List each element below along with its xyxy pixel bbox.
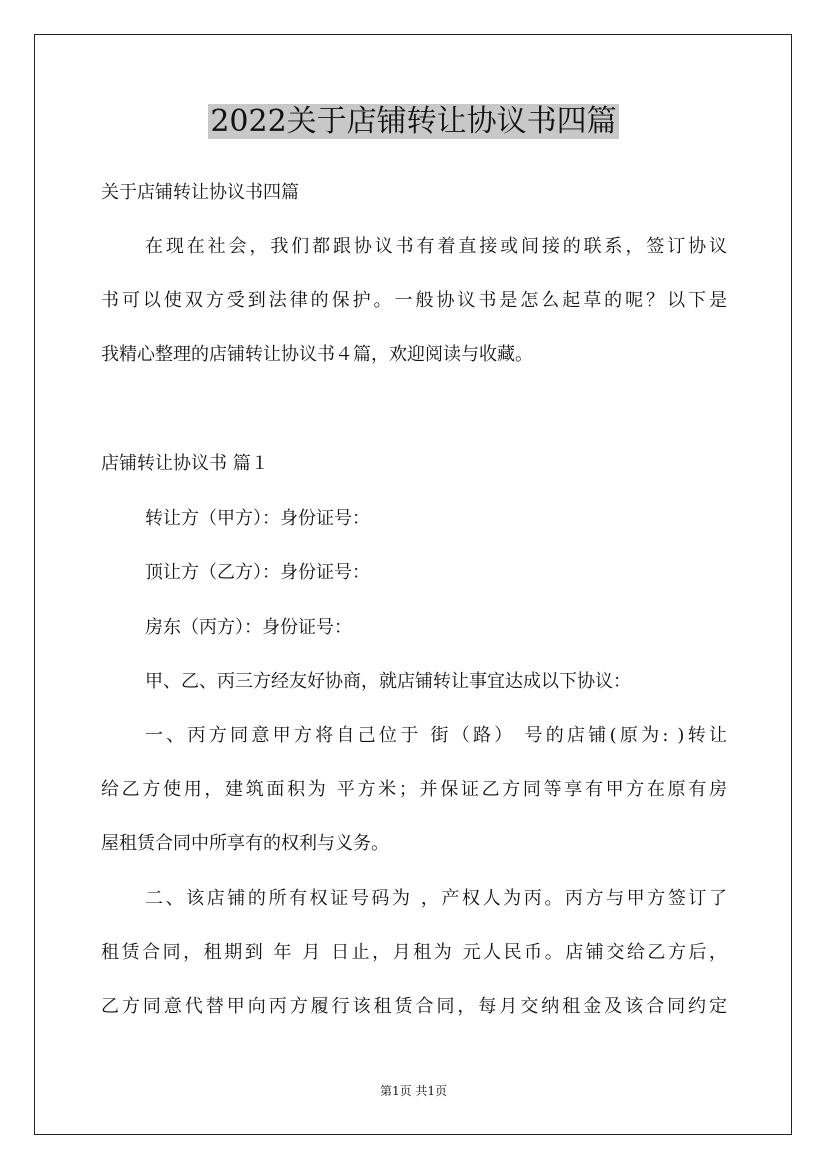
clause1-line-3: 屋租赁合同中所享有的权利与义务。 [101, 833, 389, 854]
document-title [0, 100, 827, 144]
intro-line-3: 我精心整理的店铺转让协议书４篇，欢迎阅读与收藏。 [101, 344, 533, 365]
party-transferee: 顶让方（乙方）：身份证号： [145, 562, 370, 583]
intro-line-1: 在现在社会，我们都跟协议书有着直接或间接的联系，签订协议 [145, 236, 727, 257]
agreement-intro: 甲、乙、丙三方经友好协商，就店铺转让事宜达成以下协议： [145, 671, 631, 692]
clause2-line-3: 乙方同意代替甲向丙方履行该租赁合同，每月交纳租金及该合同约定 [101, 996, 727, 1017]
document-title-text: 2022关于店铺转让协议书四篇 [210, 104, 617, 139]
clause1-line-2: 给乙方使用，建筑面积为 平方米；并保证乙方同等享有甲方在原有房 [101, 779, 727, 800]
party-transferor: 转让方（甲方）：身份证号： [145, 508, 370, 529]
clause2-line-1: 二、该店铺的所有权证号码为 ，产权人为丙。丙方与甲方签订了 [145, 888, 727, 909]
document-subtitle: 关于店铺转让协议书四篇 [101, 182, 299, 203]
intro-line-2: 书可以使双方受到法律的保护。一般协议书是怎么起草的呢？以下是 [101, 290, 727, 311]
clause1-line-1: 一、丙方同意甲方将自己位于 街（路） 号的店铺(原为: )转让 [145, 725, 727, 746]
party-landlord: 房东（丙方）：身份证号： [145, 617, 352, 638]
section-heading: 店铺转让协议书 篇１ [101, 453, 269, 474]
clause2-line-2: 租赁合同，租期到 年 月 日止，月租为 元人民币。店铺交给乙方后， [101, 942, 727, 963]
page-footer: 第1页 共1页 [379, 1084, 448, 1098]
